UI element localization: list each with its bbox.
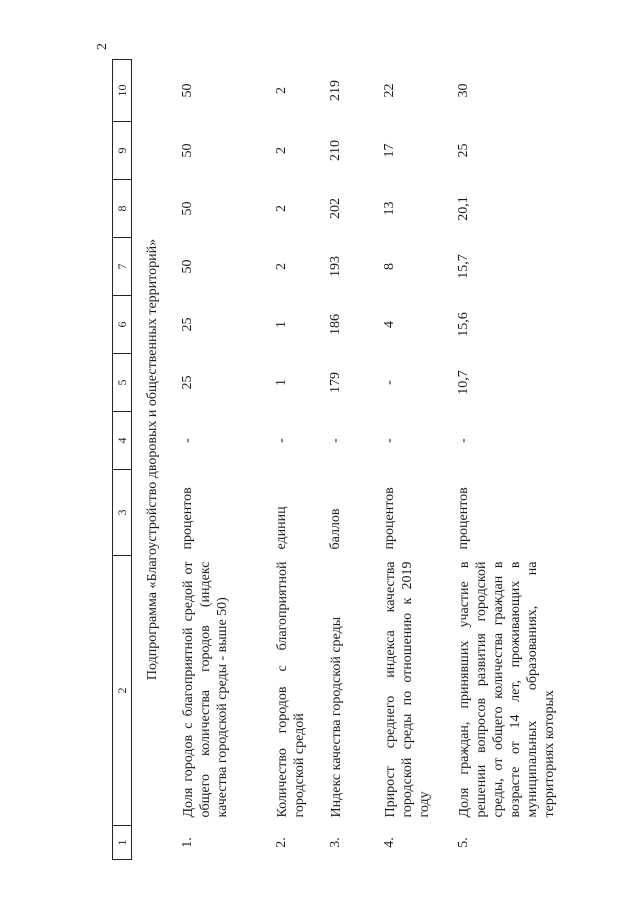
value-cell: 13 <box>382 201 397 216</box>
value-cell: 15,6 <box>456 312 471 337</box>
value-cell: 2 <box>274 205 289 212</box>
unit-cell: процентов <box>382 487 397 550</box>
value-cell: 1 <box>274 379 289 386</box>
header-col-6: 6 <box>113 296 132 354</box>
value-cell: 30 <box>456 83 471 98</box>
value-cell: - <box>382 438 397 443</box>
unit-cell: баллов <box>328 508 343 550</box>
header-col-1: 1 <box>113 826 132 860</box>
indicator-name: Индекс качества городской среды <box>329 616 344 818</box>
value-cell: 10,7 <box>456 370 471 395</box>
value-cell: 2 <box>274 147 289 154</box>
value-cell: 17 <box>382 143 397 158</box>
header-col-2: 2 <box>113 556 132 826</box>
indicators-table <box>112 59 596 860</box>
header-row <box>113 60 132 860</box>
table-row <box>174 60 268 860</box>
table-row <box>376 60 450 860</box>
value-cell: 20,1 <box>456 196 471 221</box>
value-cell: 2 <box>274 263 289 270</box>
value-cell: 50 <box>180 259 195 274</box>
subprogram-row <box>132 60 175 860</box>
unit-cell: процентов <box>456 487 471 550</box>
value-cell: 25 <box>456 143 471 158</box>
value-cell: 25 <box>180 375 195 390</box>
value-cell: 210 <box>328 140 343 161</box>
value-cell: 25 <box>180 317 195 332</box>
value-cell: - <box>180 438 195 443</box>
value-cell: 2 <box>274 87 289 94</box>
value-cell: 15,7 <box>456 254 471 279</box>
value-cell: 50 <box>180 143 195 158</box>
row-number: 1. <box>180 837 195 848</box>
value-cell: 186 <box>328 314 343 335</box>
table-row <box>450 60 596 860</box>
rotated-table-container <box>112 60 557 860</box>
indicator-name: Доля граждан, принявших участие в решении вопросов развития городской среды, от общего количества граждан в возрасте от 14 лет, проживающих в муниципальных образованиях, на территориях которых <box>457 561 557 818</box>
table-row <box>268 60 322 860</box>
indicator-name: Количество городов с благоприятной городской средой <box>275 561 307 818</box>
value-cell: 219 <box>328 80 343 101</box>
subprogram-title: Подпрограмма «Благоустройство дворовых и общественных территорий» <box>145 238 160 681</box>
indicator-name: Доля городов с благоприятной средой от общего количества городов (индекс качества городской среды - выше 50) <box>181 561 230 818</box>
value-cell: 193 <box>328 256 343 277</box>
page-number: 2 <box>95 43 110 50</box>
value-cell: 8 <box>382 263 397 270</box>
value-cell: 50 <box>180 83 195 98</box>
value-cell: 4 <box>382 321 397 328</box>
header-col-8: 8 <box>113 180 132 238</box>
value-cell: 179 <box>328 372 343 393</box>
value-cell: - <box>382 380 397 385</box>
unit-cell: процентов <box>180 487 195 550</box>
value-cell: - <box>274 438 289 443</box>
value-cell: - <box>456 438 471 443</box>
indicator-name: Прирост среднего индекса качества городской среды по отношению к 2019 году <box>383 561 432 818</box>
row-number: 2. <box>274 837 289 848</box>
value-cell: 22 <box>382 83 397 98</box>
unit-cell: единиц <box>274 506 289 550</box>
table-row <box>322 60 376 860</box>
header-col-9: 9 <box>113 122 132 180</box>
row-number: 5. <box>456 837 471 848</box>
header-col-5: 5 <box>113 354 132 412</box>
header-col-4: 4 <box>113 412 132 470</box>
value-cell: 202 <box>328 198 343 219</box>
header-col-3: 3 <box>113 470 132 556</box>
value-cell: - <box>328 438 343 443</box>
header-col-7: 7 <box>113 238 132 296</box>
value-cell: 50 <box>180 201 195 216</box>
row-number: 4. <box>382 837 397 848</box>
row-number: 3. <box>328 837 343 848</box>
value-cell: 1 <box>274 321 289 328</box>
header-col-10: 10 <box>113 60 132 122</box>
